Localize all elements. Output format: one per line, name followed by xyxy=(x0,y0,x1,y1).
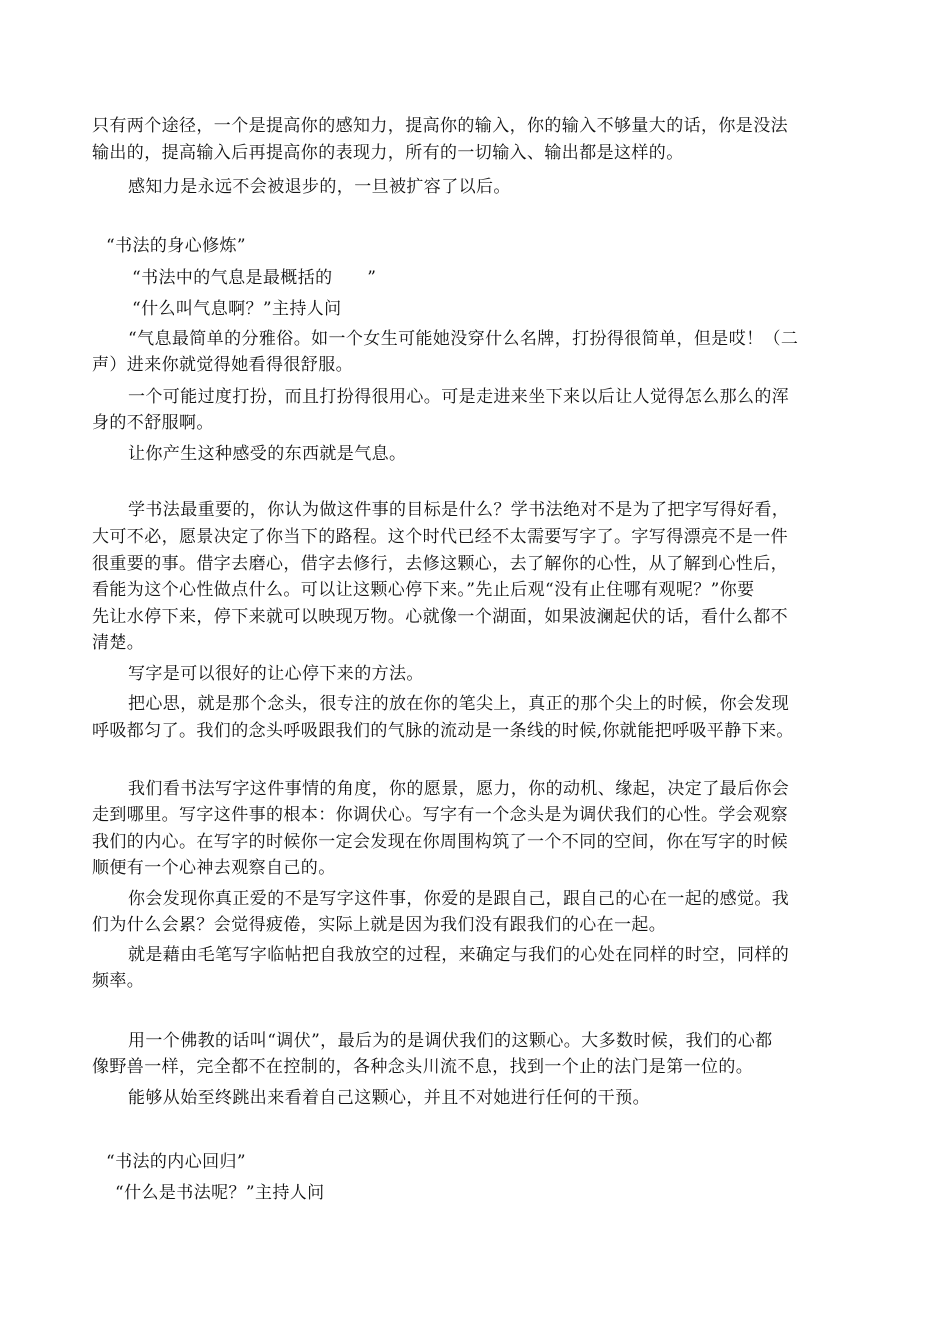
paragraph-goal-line-4: 看能为这个心性做点什么。可以让这颗心停下来。”先止后观“没有止住哪有观呢？”你要 xyxy=(92,580,755,600)
paragraph-breath-line-1: 把心思，就是那个念头，很专注的放在你的笔尖上，真正的那个尖上的时候，你会发现 xyxy=(128,694,790,714)
paragraph-observe: 能够从始至终跳出来看着自己这颗心，并且不对她进行任何的干预。 xyxy=(128,1088,650,1108)
quote-host-question-1: “什么叫气息啊？”主持人问 xyxy=(132,299,342,319)
section-heading-inner-return: “书法的内心回归” xyxy=(106,1152,246,1172)
paragraph-love-line-2: 们为什么会累？会觉得疲倦，实际上就是因为我们没有跟我们的心在一起。 xyxy=(92,915,667,935)
paragraph-goal-line-6: 清楚。 xyxy=(92,633,145,653)
paragraph-perception: 感知力是永远不会被退步的，一旦被扩容了以后。 xyxy=(128,177,511,197)
paragraph-goal-line-2: 大可不必，愿景决定了你当下的路程。这个时代已经不太需要写字了。字写得漂亮不是一件 xyxy=(92,527,788,547)
section-heading-body-mind: “书法的身心修炼” xyxy=(106,236,246,256)
paragraph-angle-line-1: 我们看书法写字这件事情的角度，你的愿景，愿力，你的动机、缘起，决定了最后你会 xyxy=(128,779,790,799)
quote-host-question-2: “什么是书法呢？”主持人问 xyxy=(115,1183,325,1203)
paragraph-love-line-1: 你会发现你真正爱的不是写字这件事，你爱的是跟自己，跟自己的心在一起的感觉。我 xyxy=(128,889,790,909)
paragraph-qixi-line-2: 声）进来你就觉得她看得很舒服。 xyxy=(92,355,353,375)
paragraph-dressed-line-1: 一个可能过度打扮，而且打扮得很用心。可是走进来坐下来以后让人觉得怎么那么的浑 xyxy=(128,387,790,407)
paragraph-feeling: 让你产生这种感受的东西就是气息。 xyxy=(128,444,407,464)
paragraph-intro-line-1: 只有两个途径，一个是提高你的感知力，提高你的输入，你的输入不够量大的话，你是没法 xyxy=(92,116,788,136)
quote-qixi-summary: “书法中的气息是最概括的 ” xyxy=(132,268,377,288)
paragraph-intro-line-2: 输出的，提高输入后再提高你的表现力，所有的一切输入、输出都是这样的。 xyxy=(92,143,684,163)
paragraph-tame-line-1: 用一个佛教的话叫“调伏”，最后为的是调伏我们的这颗心。大多数时候，我们的心都 xyxy=(128,1031,773,1051)
paragraph-angle-line-2: 走到哪里。写字这件事的根本：你调伏心。写字有一个念头是为调伏我们的心性。学会观察 xyxy=(92,805,788,825)
paragraph-dressed-line-2: 身的不舒服啊。 xyxy=(92,413,214,433)
paragraph-brush-line-2: 频率。 xyxy=(92,971,145,991)
paragraph-angle-line-3: 我们的内心。在写字的时候你一定会发现在你周围构筑了一个不同的空间，你在写字的时候 xyxy=(92,832,788,852)
paragraph-calm: 写字是可以很好的让心停下来的方法。 xyxy=(128,664,424,684)
paragraph-goal-line-3: 很重要的事。借字去磨心，借字去修行，去修这颗心，去了解你的心性，从了解到心性后， xyxy=(92,554,788,574)
paragraph-goal-line-5: 先让水停下来，停下来就可以映现万物。心就像一个湖面，如果波澜起伏的话，看什么都不 xyxy=(92,607,788,627)
paragraph-goal-line-1: 学书法最重要的，你认为做这件事的目标是什么？学书法绝对不是为了把字写得好看， xyxy=(128,500,790,520)
paragraph-angle-line-4: 顺便有一个心神去观察自己的。 xyxy=(92,858,336,878)
paragraph-breath-line-2: 呼吸都匀了。我们的念头呼吸跟我们的气脉的流动是一条线的时候,你就能把呼吸平静下来。 xyxy=(92,721,794,741)
paragraph-qixi-line-1: “气息最简单的分雅俗。如一个女生可能她没穿什么名牌，打扮得很简单，但是哎！（二 xyxy=(128,329,799,349)
paragraph-brush-line-1: 就是藉由毛笔写字临帖把自我放空的过程，来确定与我们的心处在同样的时空，同样的 xyxy=(128,945,790,965)
paragraph-tame-line-2: 像野兽一样，完全都不在控制的，各种念头川流不息，找到一个止的法门是第一位的。 xyxy=(92,1057,754,1077)
